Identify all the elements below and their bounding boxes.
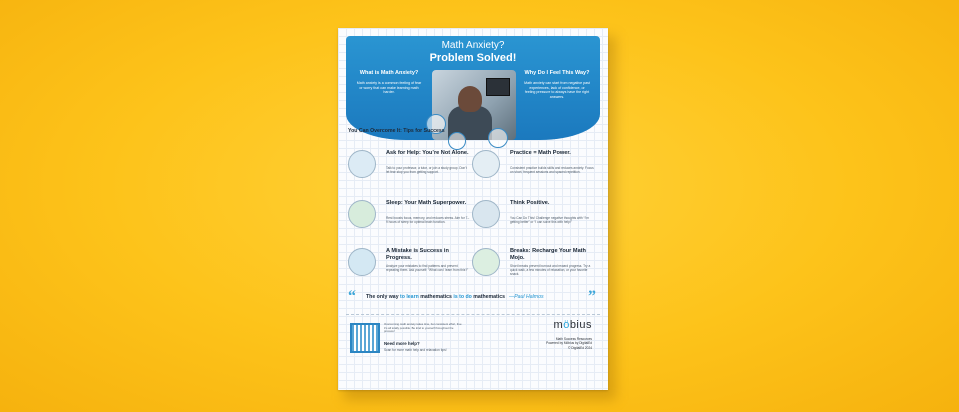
tip-description: Analyze your mistakes to find patterns and prevent repeating them. Ask yourself: “What can I learn from this?” — [386, 264, 469, 273]
tip-title: Ask for Help: You’re Not Alone. — [386, 150, 469, 156]
flyer-header — [346, 36, 600, 140]
why-column — [524, 70, 590, 99]
tips-section-title: You Can Overcome It: Tips for Success — [348, 128, 445, 134]
what-is-text: Math anxiety is a common feeling of fear or worry that can make learning math harder. — [356, 81, 422, 95]
why-heading: Why Do I Feel This Way? — [524, 70, 590, 76]
what-is-heading: What is Math Anxiety? — [359, 70, 419, 76]
qr-code[interactable] — [350, 323, 380, 353]
tip-description: Short breaks prevent burnout and reward progress. Try a quick walk, a few minutes of relaxation, or your favorite snack. — [510, 264, 591, 277]
tip-title: Practice = Math Power. — [510, 150, 571, 156]
clock-icon — [348, 248, 376, 276]
sleep-sheep-icon — [348, 200, 376, 228]
quote-row — [346, 290, 600, 306]
books-icon — [472, 150, 500, 178]
tip-title: Breaks: Recharge Your Math Mojo. — [510, 248, 586, 261]
tip-think-positive — [472, 200, 596, 244]
break-bottles-icon — [472, 248, 500, 276]
need-help-heading: Need more help? — [384, 341, 420, 346]
help-people-icon — [348, 150, 376, 178]
meta-line-1: Math Success Resources — [555, 337, 592, 341]
why-text: Math anxiety can start from negative past experiences, lack of confidence, or feeling pressure to always have the right answers. — [524, 81, 590, 99]
graph-doodle-icon — [488, 128, 508, 148]
meta-line-2: Powered by Möbius by DigitalEd — [546, 341, 592, 346]
close-quote-icon: ” — [588, 288, 596, 305]
flyer-footer — [346, 314, 600, 385]
phone-icon — [472, 200, 500, 228]
title-line-2: Problem Solved! — [429, 52, 517, 64]
open-quote-icon: “ — [348, 288, 356, 305]
quote-author: —Paul Halmos — [509, 294, 544, 300]
quote-text: The only way to learn mathematics is to do mathematics —Paul Halmos — [366, 294, 544, 300]
footer-note: Overcoming math anxiety takes time, but consistent effort, free it’s all totally possible. Be kind to yourself throughout the process! — [384, 322, 462, 334]
monitor-shape — [486, 78, 510, 96]
tip-practice — [472, 150, 596, 194]
title-line-1: Math Anxiety? — [441, 40, 505, 51]
mobius-logo: möbius — [553, 319, 592, 331]
what-is-column — [356, 70, 422, 95]
tip-mistake — [348, 248, 472, 292]
tip-title: Sleep: Your Math Superpower. — [386, 200, 467, 206]
student-head-shape — [458, 86, 482, 112]
scan-instruction: Scan for more math help and relaxation tips! — [384, 348, 447, 352]
tip-sleep — [348, 200, 472, 244]
geometry-doodle-icon — [448, 132, 466, 150]
meta-line-3: © DigitalEd 2024 — [568, 345, 592, 350]
tip-description: You Can Do This! Challenge negative thoughts with “I’m getting better” or “I can solve this with help!” — [510, 216, 589, 225]
tip-description: Talk to your professor, a tutor, or join a study group. Don’t let fear stop you from getting support. — [386, 166, 467, 175]
flyer-page — [338, 28, 608, 390]
tip-description: Consistent practice builds skills and reduces anxiety. Focus on short, frequent sessions and spaced repetition. — [510, 166, 594, 175]
footer-meta — [546, 337, 592, 350]
tip-breaks — [472, 248, 596, 292]
tip-description: Rest boosts focus, memory, and reduces stress. Aim for 7–9 hours of sleep for optimal brain function. — [386, 216, 470, 225]
tip-title: A Mistake is Success in Progress. — [386, 248, 449, 261]
tip-ask-for-help — [348, 150, 472, 194]
tip-title: Think Positive. — [510, 200, 550, 206]
